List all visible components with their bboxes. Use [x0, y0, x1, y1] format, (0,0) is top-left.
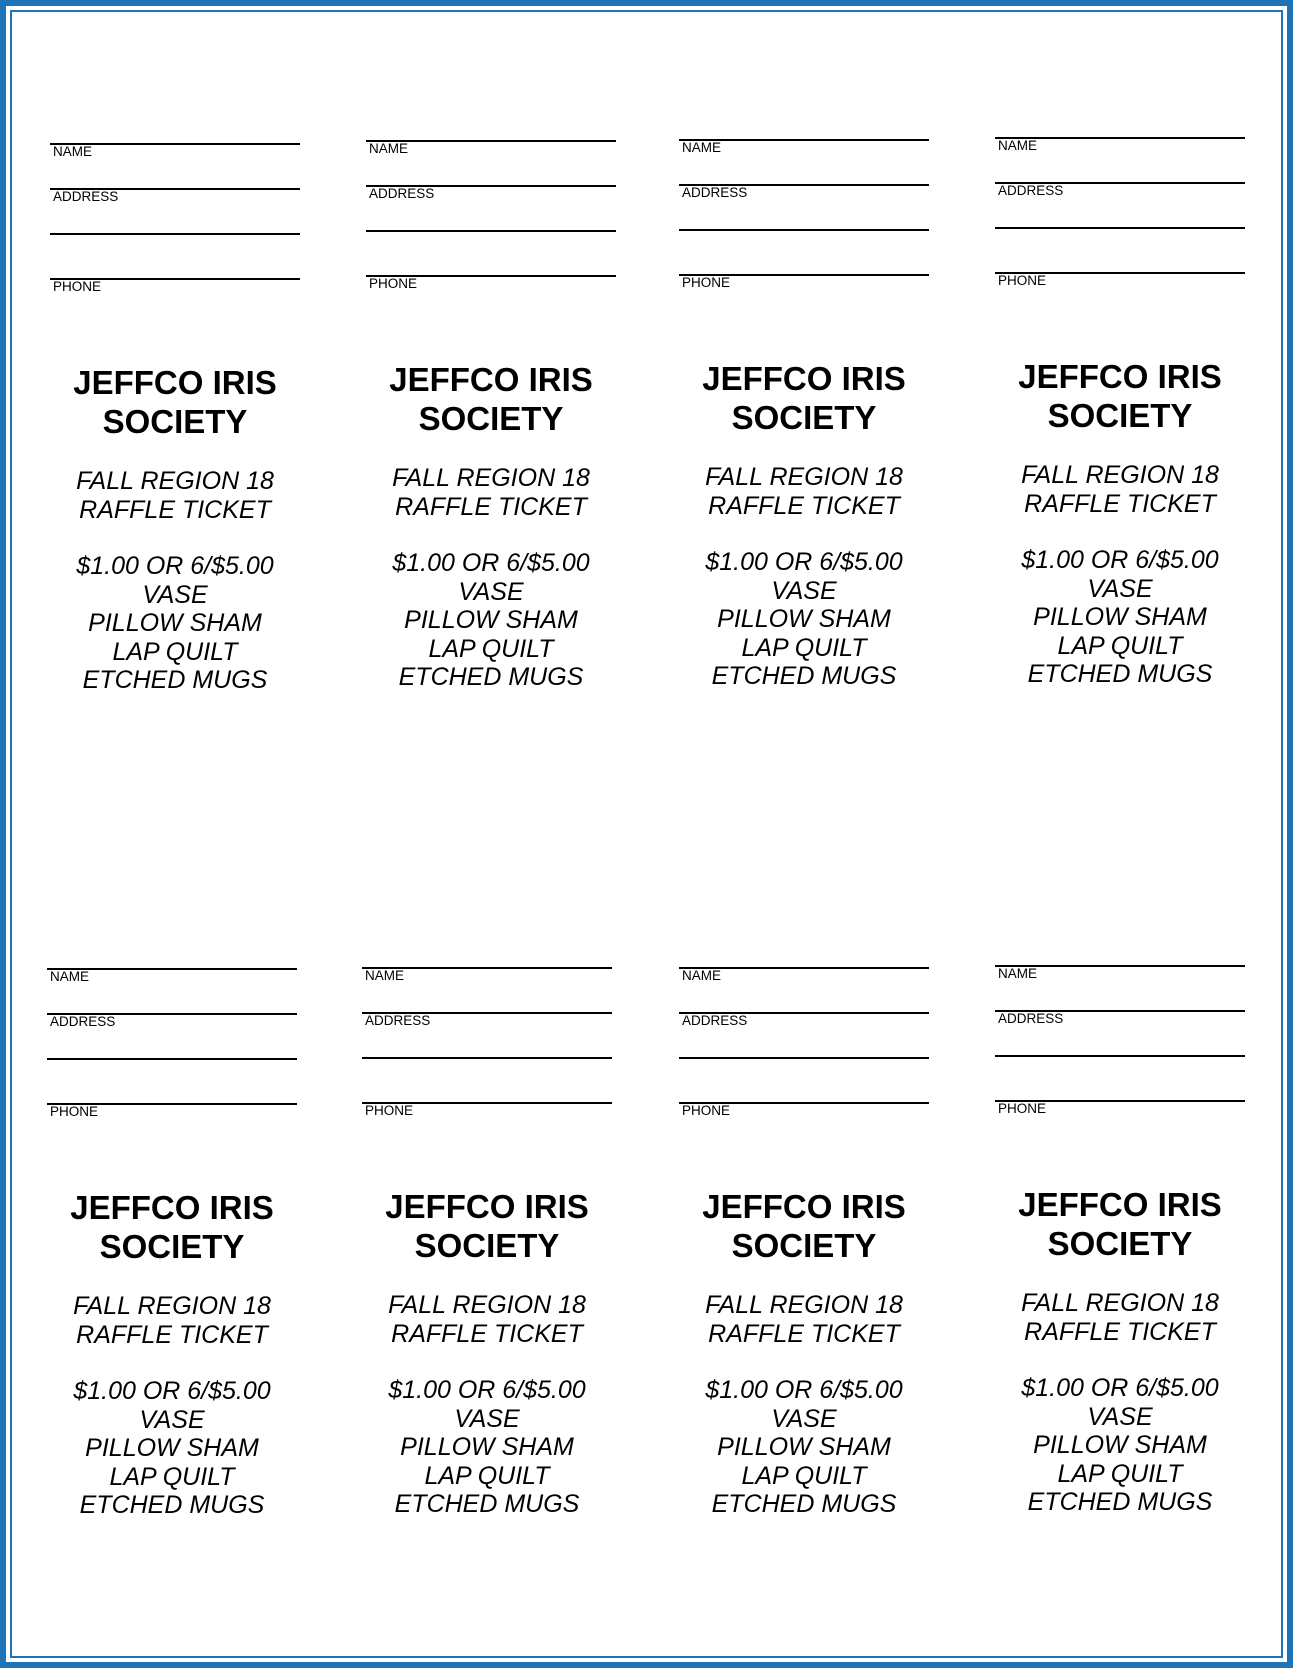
name-label: NAME [998, 966, 1038, 981]
prize-item: LAP QUILT [112, 637, 238, 666]
address-label: ADDRESS [50, 1014, 116, 1029]
prize-item: LAP QUILT [428, 634, 554, 663]
name-label: NAME [998, 138, 1038, 153]
phone-label: PHONE [682, 1103, 731, 1118]
event-line-2: RAFFLE TICKET [391, 1319, 583, 1348]
prize-item: LAP QUILT [1057, 1459, 1183, 1488]
prize-item: LAP QUILT [741, 633, 867, 662]
event-line-1: FALL REGION 18 [705, 463, 903, 491]
spacer [679, 520, 929, 548]
organization-name [366, 360, 616, 438]
event-line-1: FALL REGION 18 [392, 464, 590, 492]
prize-item: LAP QUILT [741, 1461, 867, 1490]
raffle-ticket-6 [362, 967, 612, 1527]
prize-item: ETCHED MUGS [1027, 1488, 1213, 1516]
ticket-entry-fields [366, 140, 616, 290]
org-line-1: JEFFCO IRIS [73, 364, 277, 401]
organization-name [995, 1185, 1245, 1263]
spacer [50, 524, 300, 552]
ticket-entry-fields [995, 137, 1245, 287]
prize-item: PILLOW SHAM [404, 606, 578, 634]
phone-label: PHONE [682, 275, 731, 290]
raffle-ticket-7 [679, 967, 929, 1527]
ticket-details [366, 464, 616, 692]
address-label: ADDRESS [998, 183, 1064, 198]
org-line-1: JEFFCO IRIS [1018, 1186, 1222, 1223]
address-line-2[interactable] [995, 1055, 1245, 1057]
prize-item: PILLOW SHAM [1033, 1431, 1207, 1459]
price-line: $1.00 OR 6/$5.00 [1021, 1374, 1219, 1402]
prize-item: VASE [139, 1405, 205, 1434]
org-line-1: JEFFCO IRIS [385, 1188, 589, 1225]
raffle-ticket-3 [679, 139, 929, 699]
ticket-details [47, 1292, 297, 1520]
prize-item: PILLOW SHAM [88, 609, 262, 637]
ticket-details [995, 1289, 1245, 1517]
phone-label: PHONE [53, 279, 102, 294]
organization-name [47, 1188, 297, 1266]
raffle-ticket-4 [995, 137, 1245, 697]
prize-item: PILLOW SHAM [400, 1433, 574, 1461]
price-line: $1.00 OR 6/$5.00 [392, 549, 590, 577]
event-line-1: FALL REGION 18 [76, 467, 274, 495]
address-label: ADDRESS [682, 185, 748, 200]
prize-item: PILLOW SHAM [85, 1434, 259, 1462]
event-line-2: RAFFLE TICKET [1024, 1317, 1216, 1346]
ticket-entry-fields [995, 965, 1245, 1115]
event-line-2: RAFFLE TICKET [708, 1319, 900, 1348]
org-line-1: JEFFCO IRIS [1018, 358, 1222, 395]
price-line: $1.00 OR 6/$5.00 [1021, 546, 1219, 574]
spacer [995, 1346, 1245, 1374]
org-line-2: SOCIETY [102, 403, 248, 440]
name-label: NAME [53, 144, 93, 159]
event-line-2: RAFFLE TICKET [395, 492, 587, 521]
raffle-ticket-1 [50, 143, 300, 703]
spacer [679, 1348, 929, 1376]
org-line-1: JEFFCO IRIS [70, 1189, 274, 1226]
address-line-2[interactable] [995, 227, 1245, 229]
ticket-details [679, 463, 929, 691]
spacer [47, 1349, 297, 1377]
event-line-2: RAFFLE TICKET [1024, 489, 1216, 518]
price-line: $1.00 OR 6/$5.00 [705, 1376, 903, 1404]
name-label: NAME [50, 969, 90, 984]
ticket-details [995, 461, 1245, 689]
ticket-entry-fields [362, 967, 612, 1117]
event-line-1: FALL REGION 18 [388, 1291, 586, 1319]
name-label: NAME [682, 968, 722, 983]
prize-item: ETCHED MUGS [1027, 660, 1213, 688]
org-line-2: SOCIETY [414, 1227, 560, 1264]
org-line-2: SOCIETY [731, 1227, 877, 1264]
ticket-entry-fields [679, 967, 929, 1117]
prize-item: VASE [458, 577, 524, 606]
ticket-details [50, 467, 300, 695]
address-line-2[interactable] [50, 233, 300, 235]
price-line: $1.00 OR 6/$5.00 [76, 552, 274, 580]
ticket-entry-fields [50, 143, 300, 293]
name-label: NAME [682, 140, 722, 155]
prize-item: VASE [1087, 574, 1153, 603]
event-line-2: RAFFLE TICKET [79, 495, 271, 524]
prize-item: VASE [1087, 1402, 1153, 1431]
prize-item: ETCHED MUGS [82, 666, 268, 694]
prize-item: ETCHED MUGS [711, 1490, 897, 1518]
prize-item: VASE [142, 580, 208, 609]
raffle-ticket-5 [47, 968, 297, 1528]
organization-name [50, 363, 300, 441]
prize-item: VASE [454, 1404, 520, 1433]
ticket-entry-fields [679, 139, 929, 289]
org-line-2: SOCIETY [418, 400, 564, 437]
address-line-2[interactable] [679, 229, 929, 231]
event-line-1: FALL REGION 18 [1021, 1289, 1219, 1317]
event-line-2: RAFFLE TICKET [708, 491, 900, 520]
event-line-1: FALL REGION 18 [1021, 461, 1219, 489]
phone-label: PHONE [369, 276, 418, 291]
prize-item: LAP QUILT [1057, 631, 1183, 660]
spacer [362, 1348, 612, 1376]
prize-item: ETCHED MUGS [394, 1490, 580, 1518]
event-line-1: FALL REGION 18 [73, 1292, 271, 1320]
price-line: $1.00 OR 6/$5.00 [388, 1376, 586, 1404]
address-line-2[interactable] [679, 1057, 929, 1059]
org-line-1: JEFFCO IRIS [702, 1188, 906, 1225]
org-line-2: SOCIETY [99, 1228, 245, 1265]
org-line-2: SOCIETY [1047, 1225, 1193, 1262]
address-label: ADDRESS [682, 1013, 748, 1028]
prize-item: PILLOW SHAM [717, 605, 891, 633]
address-label: ADDRESS [998, 1011, 1064, 1026]
spacer [366, 521, 616, 549]
raffle-ticket-2 [366, 140, 616, 700]
name-label: NAME [365, 968, 405, 983]
organization-name [995, 357, 1245, 435]
phone-label: PHONE [365, 1103, 414, 1118]
spacer [995, 518, 1245, 546]
prize-item: ETCHED MUGS [398, 663, 584, 691]
prize-item: ETCHED MUGS [79, 1491, 265, 1519]
prize-item: LAP QUILT [109, 1462, 235, 1491]
price-line: $1.00 OR 6/$5.00 [705, 548, 903, 576]
raffle-ticket-8 [995, 965, 1245, 1525]
prize-item: ETCHED MUGS [711, 662, 897, 690]
organization-name [362, 1187, 612, 1265]
name-label: NAME [369, 141, 409, 156]
event-line-2: RAFFLE TICKET [76, 1320, 268, 1349]
prize-item: PILLOW SHAM [1033, 603, 1207, 631]
address-line-2[interactable] [362, 1057, 612, 1059]
price-line: $1.00 OR 6/$5.00 [73, 1377, 271, 1405]
organization-name [679, 1187, 929, 1265]
ticket-details [679, 1291, 929, 1519]
address-line-2[interactable] [47, 1058, 297, 1060]
ticket-entry-fields [47, 968, 297, 1118]
prize-item: LAP QUILT [424, 1461, 550, 1490]
prize-item: VASE [771, 1404, 837, 1433]
org-line-1: JEFFCO IRIS [702, 360, 906, 397]
org-line-2: SOCIETY [1047, 397, 1193, 434]
phone-label: PHONE [998, 1101, 1047, 1116]
org-line-2: SOCIETY [731, 399, 877, 436]
org-line-1: JEFFCO IRIS [389, 361, 593, 398]
phone-label: PHONE [998, 273, 1047, 288]
organization-name [679, 359, 929, 437]
address-label: ADDRESS [369, 186, 435, 201]
phone-label: PHONE [50, 1104, 99, 1119]
address-label: ADDRESS [365, 1013, 431, 1028]
prize-item: VASE [771, 576, 837, 605]
address-line-2[interactable] [366, 230, 616, 232]
event-line-1: FALL REGION 18 [705, 1291, 903, 1319]
address-label: ADDRESS [53, 189, 119, 204]
ticket-details [362, 1291, 612, 1519]
prize-item: PILLOW SHAM [717, 1433, 891, 1461]
